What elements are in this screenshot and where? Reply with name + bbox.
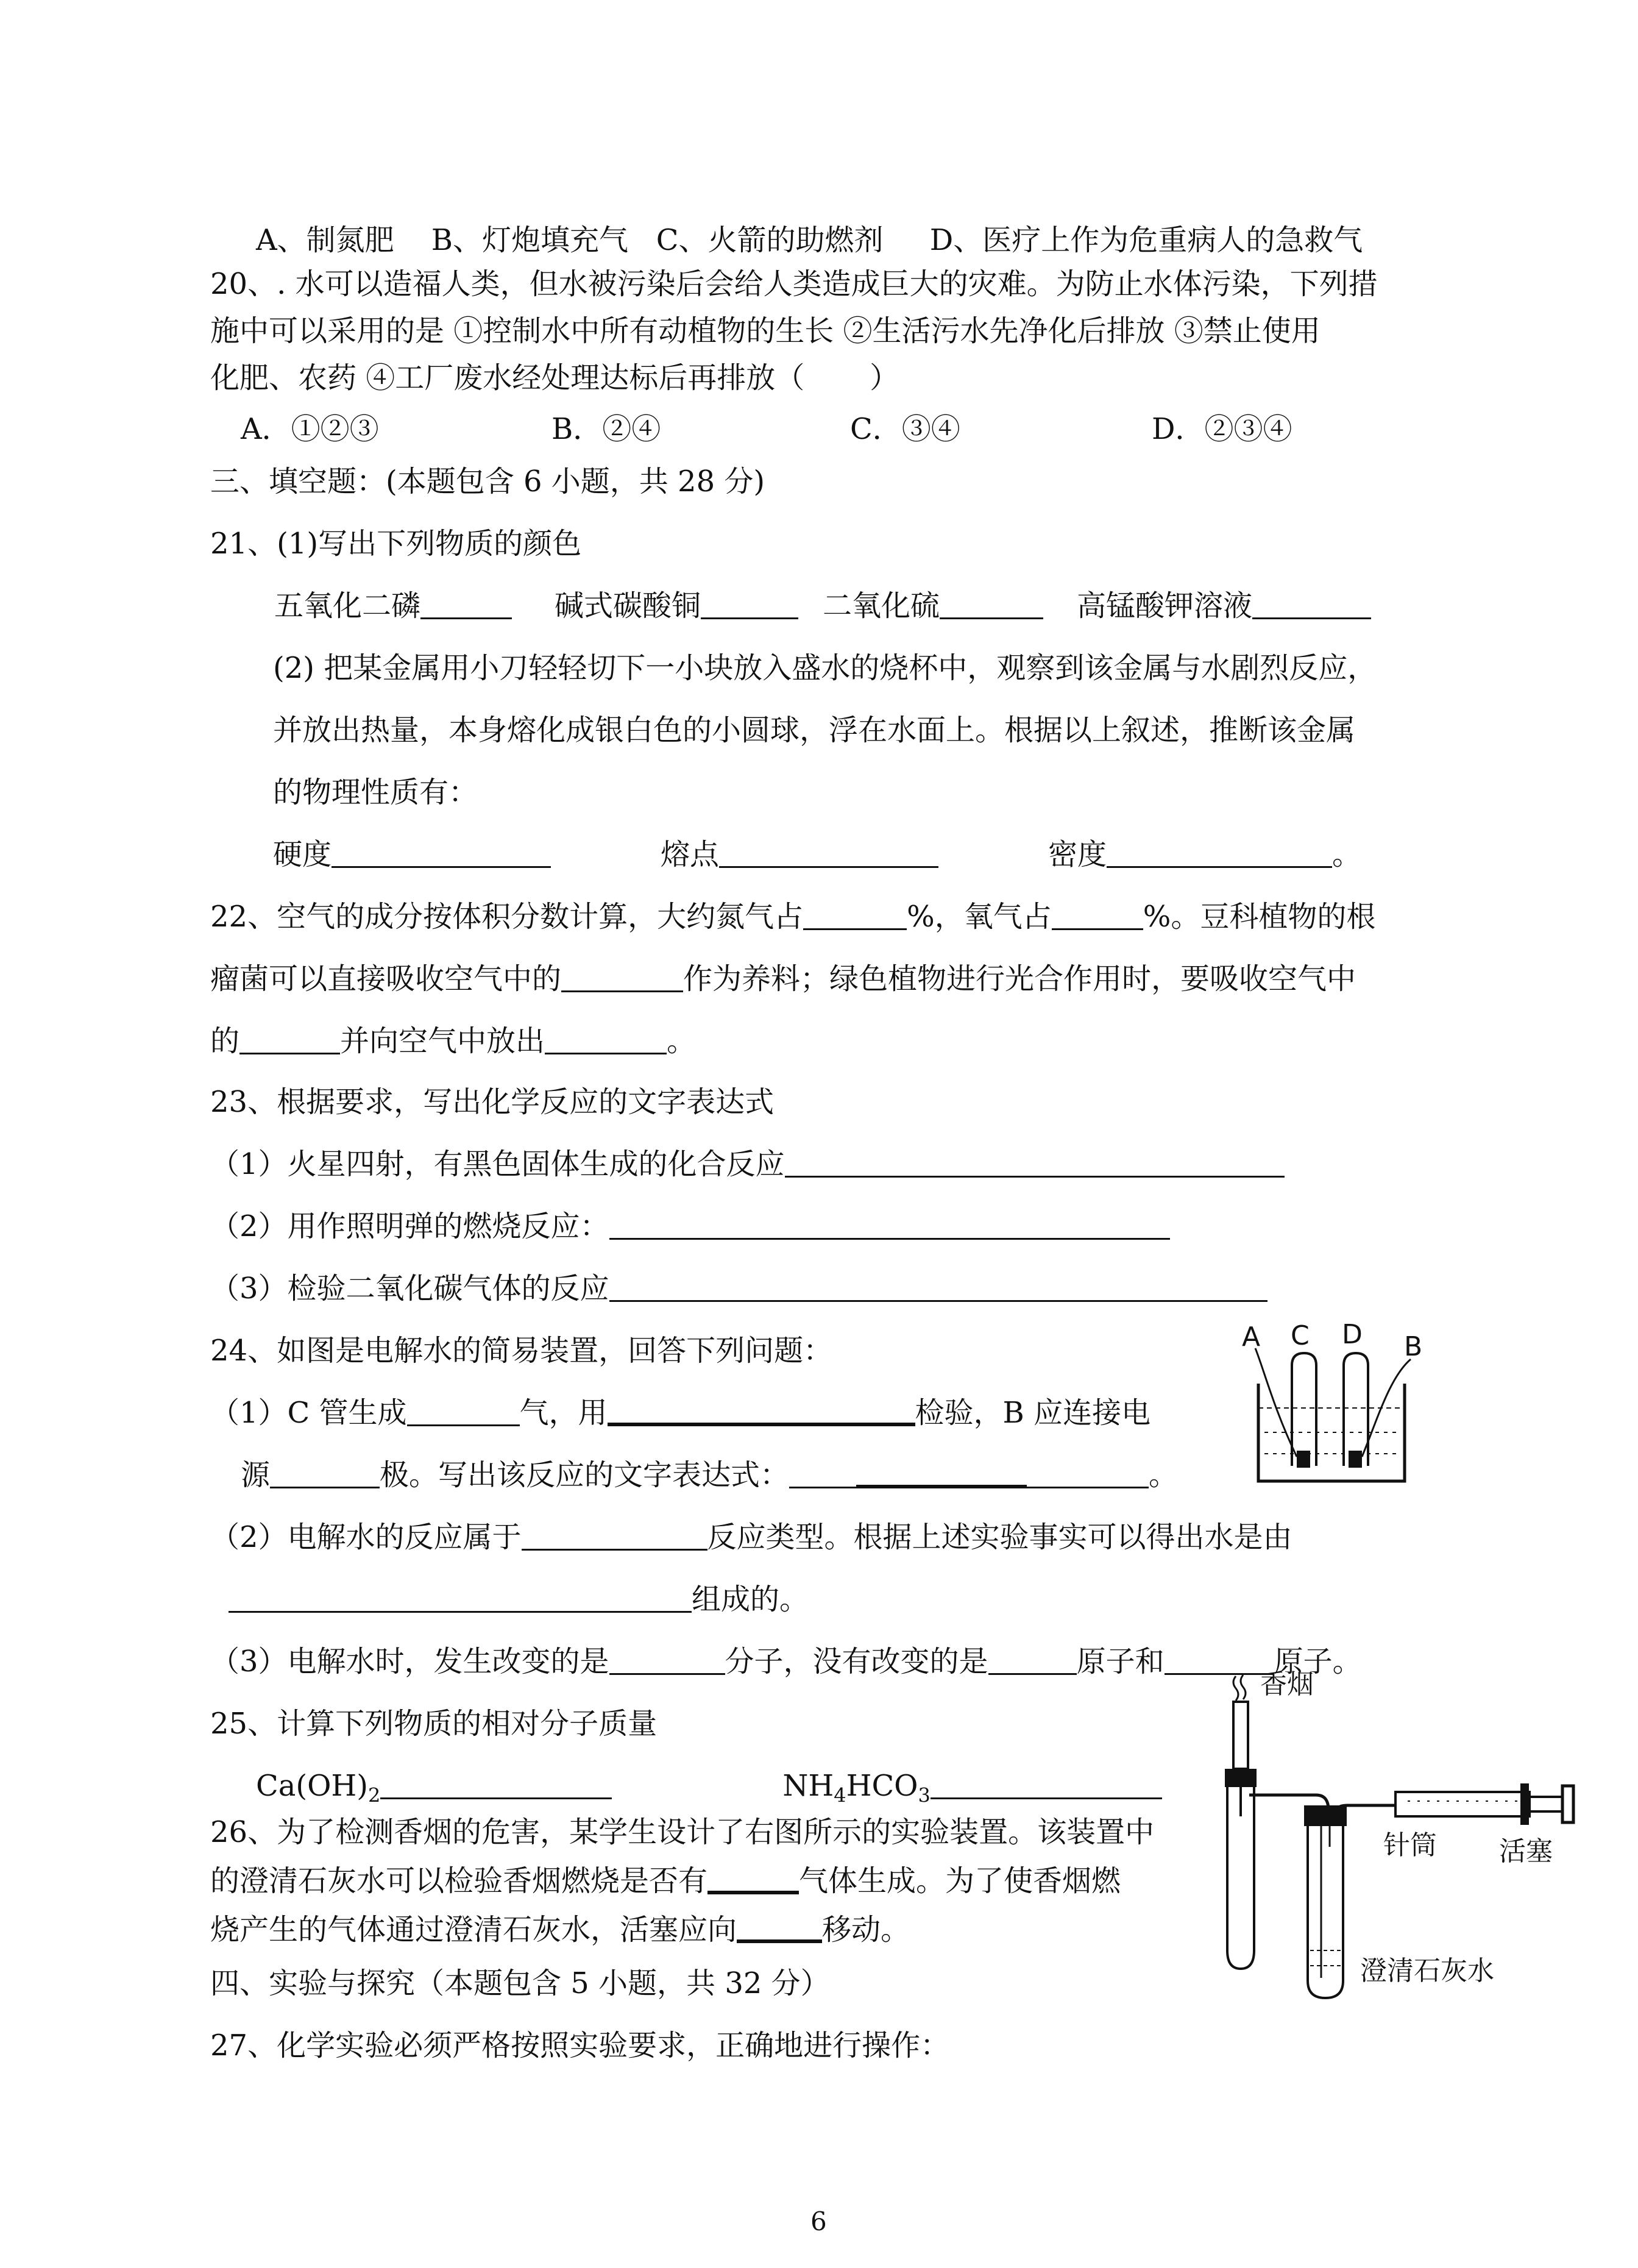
- fig-label-d: D: [1342, 1319, 1363, 1350]
- q21-colors-row: [274, 589, 1371, 623]
- q21-item3: 二氧化硫: [823, 589, 940, 623]
- q23-stem: 23、根据要求，写出化学反应的文字表达式: [210, 1085, 775, 1119]
- q23-item3: （3）检验二氧化碳气体的反应: [210, 1271, 1268, 1306]
- q26-line2: 的澄清石灰水可以检验香烟燃烧是否有 气体生成。为了使香烟燃: [210, 1864, 1121, 1898]
- section-4-heading: 四、实验与探究（本题包含 5 小题，共 32 分）: [210, 1966, 830, 2000]
- q24-part1-line1: （1）C 管生成 气，用 检验，B 应连接电: [210, 1396, 1151, 1430]
- q21-hardness-label: 硬度: [273, 837, 332, 872]
- fig-label-syringe: 针筒: [1383, 1830, 1437, 1861]
- q19-options: A、制氮肥 B、灯炮填充气 C、火箭的助燃剂 D、医疗上作为危重病人的急救气: [256, 223, 1363, 257]
- q20-option-c: C．③④: [850, 412, 960, 446]
- cigarette-smoke-apparatus-figure: [1213, 1664, 1590, 2005]
- q25-stem: 25、计算下列物质的相对分子质量: [210, 1707, 658, 1741]
- q21-item4: 高锰酸钾溶液: [1077, 589, 1253, 623]
- q24-part2-line1: （2）电解水的反应属于 反应类型。根据上述实验事实可以得出水是由: [210, 1520, 1292, 1554]
- q20-option-b: B．②④: [551, 412, 661, 446]
- q26-line1: 26、为了检测香烟的危害，某学生设计了右图所示的实验装置。该装置中: [210, 1815, 1155, 1849]
- fig-label-cigarette: 香烟: [1260, 1669, 1314, 1700]
- q21-properties-row: 硬度 熔点 密度 。: [273, 837, 1362, 872]
- q20-line3: 化肥、农药 ④工厂废水经处理达标后再排放（ ）: [210, 361, 899, 395]
- fig-label-b: B: [1404, 1331, 1423, 1362]
- q21-part2-line1: (2) 把某金属用小刀轻轻切下一小块放入盛水的烧杯中，观察到该金属与水剧烈反应，: [273, 651, 1377, 685]
- q24-stem: 24、如图是电解水的简易装置，回答下列问题：: [210, 1334, 833, 1368]
- fig-label-piston: 活塞: [1499, 1836, 1553, 1867]
- section-3-heading: 三、填空题：(本题包含 6 小题，共 28 分): [210, 464, 765, 499]
- q21-melting-label: 熔点: [661, 837, 720, 872]
- q22-line3: 的 并向空气中放出 。: [210, 1024, 697, 1058]
- q20-line1: 20、. 水可以造福人类，但水被污染后会给人类造成巨大的灾难。为防止水体污染，下列措: [210, 267, 1378, 301]
- q27-stem: 27、化学实验必须严格按照实验要求，正确地进行操作：: [210, 2028, 950, 2063]
- q25-formulas-row: [256, 1769, 1162, 1813]
- fig-label-a: A: [1242, 1321, 1261, 1353]
- q23-item2: （2）用作照明弹的燃烧反应：: [210, 1209, 1170, 1243]
- q25-formula-caoh2: $Ca(OH)_2$: [256, 1769, 381, 1807]
- q25-formula-nh4hco3: $NH_4HCO_3$: [782, 1769, 931, 1807]
- q26-line3: 烧产生的气体通过澄清石灰水，活塞应向 移动。: [210, 1913, 910, 1947]
- q21-stem: 21、(1)写出下列物质的颜色: [210, 527, 582, 561]
- q22-line2: 瘤菌可以直接吸收空气中的 作为养料；绿色植物进行光合作用时，要吸收空气中: [210, 962, 1356, 996]
- q20-option-d: D．②③④: [1152, 412, 1292, 446]
- q21-density-label: 密度: [1048, 837, 1107, 872]
- q21-item1: 五氧化二磷: [274, 589, 421, 623]
- q21-part2-line2: 并放出热量，本身熔化成银白色的小圆球，浮在水面上。根据以上叙述，推断该金属: [273, 713, 1356, 747]
- q22-line1: 22、空气的成分按体积分数计算，大约氮气占 %，氧气占 %。豆科植物的根: [210, 900, 1376, 934]
- page-number: 6: [810, 2206, 827, 2236]
- q21-part2-line3: 的物理性质有：: [273, 775, 478, 809]
- q20-line2: 施中可以采用的是 ①控制水中所有动植物的生长 ②生活污水先净化后排放 ③禁止使用: [210, 314, 1321, 348]
- electrolysis-apparatus-figure: [1237, 1317, 1444, 1499]
- q24-part3-line: （3）电解水时，发生改变的是 分子，没有改变的是 原子和 原子。: [210, 1644, 1362, 1679]
- q23-item1: （1）火星四射，有黑色固体生成的化合反应: [210, 1147, 1285, 1181]
- fig-label-limewater: 澄清石灰水: [1360, 1955, 1494, 1986]
- q24-part1-line2: 源 极。写出该反应的文字表达式： 。: [241, 1458, 1179, 1492]
- q20-option-a: A．①②③: [241, 412, 379, 446]
- fig-label-c: C: [1291, 1320, 1310, 1351]
- q24-part2-line2: 组成的。: [229, 1582, 809, 1616]
- q21-item2: 碱式碳酸铜: [555, 589, 701, 623]
